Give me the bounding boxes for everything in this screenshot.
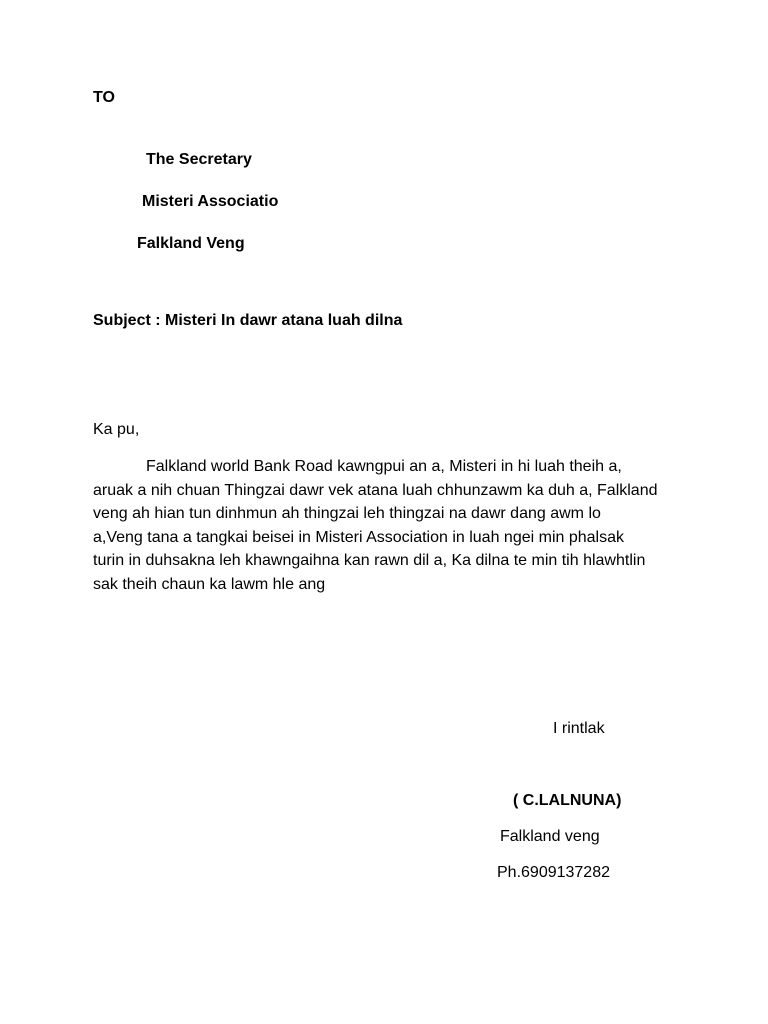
body-line: a,Veng tana a tangkai beisei in Misteri Association in luah ngei min phalsak: [93, 528, 624, 546]
salutation: Ka pu,: [93, 421, 140, 438]
letter-body: [93, 455, 683, 597]
body-line: sak theih chaun ka lawm hle ang: [93, 575, 326, 593]
signatory-name: ( C.LALNUNA): [513, 792, 622, 809]
closing: I rintlak: [553, 720, 605, 737]
recipient-address: Falkland Veng: [137, 235, 245, 252]
body-line: turin in duhsakna leh khawngaihna kan rawn dil a, Ka dilna te min tih hlawhtlin: [93, 552, 646, 570]
body-line: veng ah hian tun dinhmun ah thingzai leh thingzai na dawr dang awm lo: [93, 505, 601, 523]
to-label: TO: [93, 89, 115, 106]
sender-address: Falkland veng: [500, 828, 600, 845]
recipient-title: The Secretary: [146, 151, 252, 168]
sender-phone: Ph.6909137282: [497, 864, 610, 881]
body-line: aruak a nih chuan Thingzai dawr vek atana luah chhunzawm ka duh a, Falkland: [93, 481, 658, 499]
recipient-organization: Misteri Associatio: [142, 193, 279, 210]
body-line: Falkland world Bank Road kawngpui an a, Misteri in hi luah theih a,: [146, 458, 622, 475]
subject-line: Subject : Misteri In dawr atana luah dilna: [93, 312, 403, 329]
